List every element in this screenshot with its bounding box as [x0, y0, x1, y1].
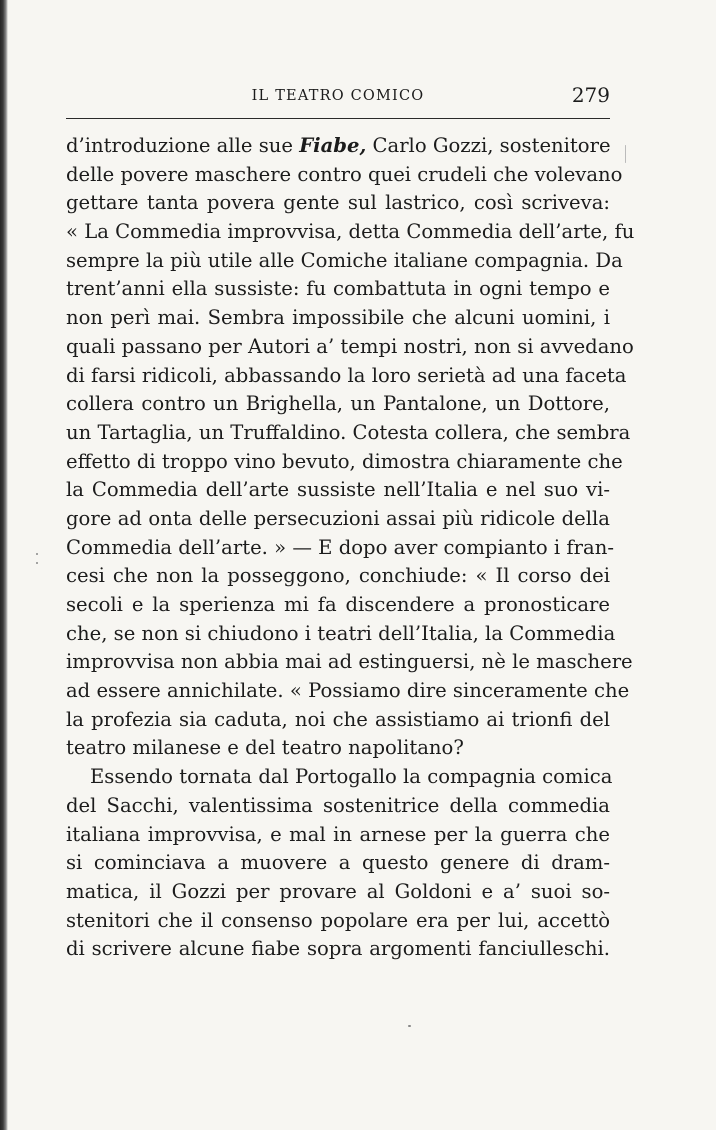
paper-speck	[625, 145, 626, 163]
text-segment: d’introduzione alle sue	[66, 134, 293, 157]
book-spine-shadow	[0, 0, 8, 1130]
paragraph-1	[66, 132, 635, 763]
paper-speck	[408, 1025, 411, 1027]
text-line: improvvisa non abbia mai ad estinguersi, nè le maschere	[66, 650, 633, 674]
text-line: che, se non si chiudono i teatri dell’Italia, la Commedia	[66, 621, 616, 645]
text-line: Commedia dell’arte. » — E dopo aver compianto i fran-	[66, 535, 614, 559]
text-line: di scrivere alcune fiabe sopra argomenti fanciulleschi.	[66, 937, 610, 961]
paper-speck	[36, 562, 38, 564]
text-line: di farsi ridicoli, abbassando la loro serietà ad una faceta	[66, 363, 627, 387]
text-line: del Sacchi, valentissima sostenitrice della commedia	[66, 793, 610, 817]
text-line: italiana improvvisa, e mal in arnese per la guerra che	[66, 822, 610, 846]
text-line: matica, il Gozzi per provare al Goldoni e a’ suoi so-	[66, 879, 610, 903]
running-title: IL TEATRO COMICO	[251, 88, 425, 104]
text-line: effetto di troppo vino bevuto, dimostra chiaramente che	[66, 449, 623, 473]
text-line: un Tartaglia, un Truffaldino. Cotesta collera, che sembra	[66, 420, 631, 444]
text-line: collera contro un Brighella, un Pantalone, un Dottore,	[66, 392, 610, 416]
text-line: gore ad onta delle persecuzioni assai più ridicole della	[66, 506, 610, 530]
text-line: teatro milanese e del teatro napolitano?	[66, 736, 464, 760]
book-title-italic: Fiabe,	[299, 134, 367, 157]
text-line: gettare tanta povera gente sul lastrico, così scriveva:	[66, 191, 610, 215]
paper-speck	[36, 553, 38, 555]
text-segment: Carlo Gozzi, sostenitore	[372, 134, 611, 157]
text-line: trent’anni ella sussiste: fu combattuta in ogni tempo e	[66, 277, 610, 301]
text-line: cesi che non la posseggono, conchiude: « Il corso dei	[66, 564, 610, 588]
body-text	[66, 132, 635, 964]
text-line: stenitori che il consenso popolare era per lui, accettò	[66, 908, 610, 932]
text-line: Essendo tornata dal Portogallo la compagnia comica	[90, 765, 613, 789]
text-line: quali passano per Autori a’ tempi nostri, non si avvedano	[66, 334, 634, 358]
text-line: la profezia sia caduta, noi che assistiamo ai trionfi del	[66, 707, 610, 731]
text-line: si cominciava a muovere a questo genere di dram-	[66, 851, 610, 875]
text-line: secoli e la sperienza mi fa discendere a pronosticare	[66, 593, 610, 616]
text-line: delle povere maschere contro quei crudeli che volevano	[66, 162, 623, 186]
text-line: ad essere annichilate. « Possiamo dire sinceramente che	[66, 679, 630, 703]
text-line: sempre la più utile alle Comiche italiane compagnia. Da	[66, 248, 623, 272]
header-rule	[66, 118, 610, 119]
paragraph-2	[66, 763, 613, 964]
text-line: la Commedia dell’arte sussiste nell’Italia e nel suo vi-	[66, 478, 610, 502]
text-line	[66, 132, 610, 161]
page-header	[66, 83, 610, 112]
text-line: non perì mai. Sembra impossibile che alcuni uomini, i	[66, 306, 610, 330]
page-number: 279	[571, 83, 610, 107]
text-line: « La Commedia improvvisa, detta Commedia dell’arte, fu	[66, 220, 635, 244]
